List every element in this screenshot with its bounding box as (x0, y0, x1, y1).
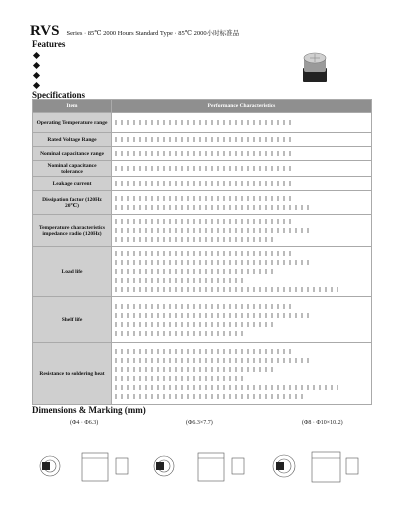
illegible-text-lines (115, 120, 368, 125)
capacitor-photo (300, 52, 330, 84)
spec-item-label: Shelf life (33, 297, 112, 343)
spec-item-value (112, 297, 372, 343)
spec-item-label: Temperature characteristics impedance radio (120Hz) (33, 215, 112, 247)
bullet-icon (33, 52, 40, 59)
col-header-performance: Performance Characteristics (112, 100, 372, 113)
spec-item-value (112, 113, 372, 133)
spec-row (33, 191, 372, 215)
bullet-icon (33, 72, 40, 79)
spec-item-value (112, 161, 372, 177)
feature-item (34, 62, 45, 72)
spec-row (33, 161, 372, 177)
spec-item-value (112, 177, 372, 191)
illegible-text-lines (115, 196, 368, 210)
spec-row (33, 177, 372, 191)
spec-item-value (112, 133, 372, 147)
illegible-text-lines (115, 251, 368, 292)
col-header-item: Item (33, 100, 112, 113)
bullet-icon (33, 62, 40, 69)
spec-row (33, 147, 372, 161)
spec-item-value (112, 191, 372, 215)
dimension-drawings (32, 420, 372, 495)
specifications-table (32, 99, 372, 405)
dimension-diagrams (32, 428, 372, 498)
spec-row (33, 297, 372, 343)
illegible-text-lines (115, 349, 368, 399)
spec-item-label: Nominal capacitance tolerance (33, 161, 112, 177)
series-subtitle: Series · 85℃ 2000 Hours Standard Type · 85℃ 2000小时标准品 (66, 30, 240, 37)
illegible-text-lines (115, 151, 368, 156)
features-list (34, 52, 45, 92)
spec-item-label: Nominal capacitance range (33, 147, 112, 161)
feature-item (34, 72, 45, 82)
illegible-text-lines (115, 304, 368, 336)
spec-row (33, 343, 372, 405)
dimension-label: (Φ6.3×7.7) (186, 420, 213, 426)
illegible-text-lines (115, 137, 368, 142)
spec-item-label: Load life (33, 247, 112, 297)
features-heading: Features (32, 39, 66, 49)
spec-item-value (112, 247, 372, 297)
dimensions-heading: Dimensions & Marking (mm) (32, 405, 146, 415)
spec-item-label: Resistance to soldering heat (33, 343, 112, 405)
spec-item-label: Operating Temperature range (33, 113, 112, 133)
spec-row (33, 133, 372, 147)
dimension-label: (Φ8 · Φ10×10.2) (302, 420, 343, 426)
spec-item-value (112, 343, 372, 405)
page-header (30, 22, 239, 40)
dimension-label: (Φ4 · Φ6.3) (70, 420, 99, 426)
spec-row (33, 247, 372, 297)
spec-item-label: Rated Voltage Range (33, 133, 112, 147)
spec-row (33, 113, 372, 133)
illegible-text-lines (115, 219, 368, 242)
spec-row (33, 215, 372, 247)
spec-item-label: Dissipation factor (120Hz 20℃) (33, 191, 112, 215)
illegible-text-lines (115, 166, 368, 171)
bullet-icon (33, 82, 40, 89)
spec-item-value (112, 215, 372, 247)
feature-item (34, 52, 45, 62)
illegible-text-lines (115, 181, 368, 186)
spec-item-label: Leakage current (33, 177, 112, 191)
specifications-heading: Specifications (32, 90, 85, 100)
spec-item-value (112, 147, 372, 161)
series-name: RVS (30, 23, 60, 39)
